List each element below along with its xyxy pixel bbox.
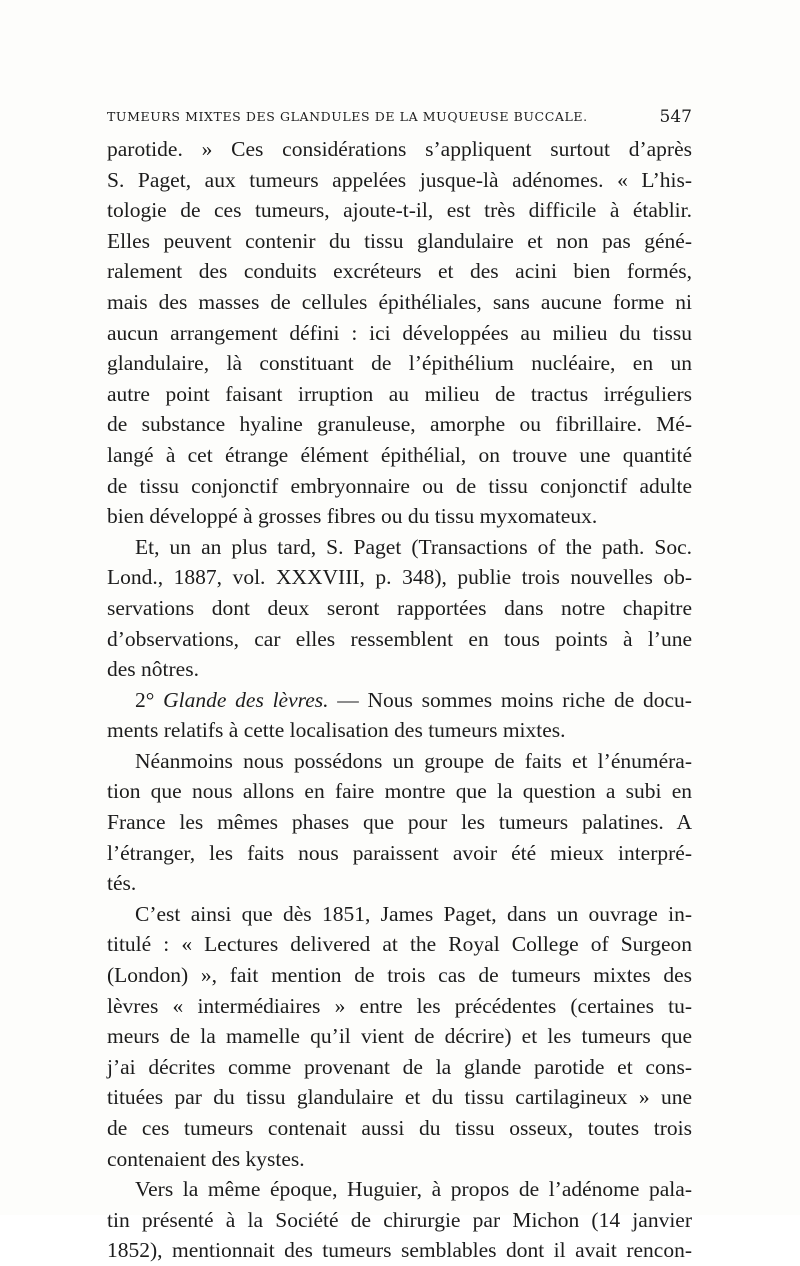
text-line: des nôtres. [107, 657, 199, 682]
text-line: 2° Glande des lèvres. — Nous sommes moins riche de docu- [135, 687, 692, 712]
text-line: aucun arrangement défini : ici développées au milieu du tissu [107, 320, 692, 345]
text-line: (London) », fait mention de trois cas de tumeurs mixtes des [107, 963, 692, 988]
text-line: contenaient des kystes. [107, 1146, 305, 1171]
text-line: langé à cet étrange élément épithélial, on trouve une quantité [107, 442, 692, 467]
text-line: Vers la même époque, Huguier, à propos de l’adénome pala- [135, 1177, 692, 1202]
text-line: meurs de la mamelle qu’il vient de décrire) et les tumeurs que [107, 1024, 692, 1049]
text-line: Elles peuvent contenir du tissu glandulaire et non pas géné- [107, 228, 692, 253]
text-line: servations dont deux seront rapportées dans notre chapitre [107, 595, 692, 620]
text-line: d’observations, car elles ressemblent en tous points à l’une [107, 626, 692, 651]
running-head-title: TUMEURS MIXTES DES GLANDULES DE LA MUQUEUSE BUCCALE. [107, 109, 588, 124]
text-line: l’étranger, les faits nous paraissent avoir été mieux interpré- [107, 840, 692, 865]
text-line: glandulaire, là constituant de l’épithélium nucléaire, en un [107, 351, 692, 376]
text-line: tituées par du tissu glandulaire et du tissu cartilagineux » une [107, 1085, 692, 1110]
text-line: S. Paget, aux tumeurs appelées jusque-là adénomes. « L’his- [107, 167, 692, 192]
running-head [107, 104, 692, 130]
section-heading-italic: Glande des lèvres. [163, 687, 329, 712]
text-line: ralement des conduits excréteurs et des acini bien formés, [107, 259, 692, 284]
text-line: Et, un an plus tard, S. Paget (Transactions of the path. Soc. [135, 534, 692, 559]
text-line: de tissu conjonctif embryonnaire ou de tissu conjonctif adulte [107, 473, 692, 498]
text-line: bien développé à grosses fibres ou du tissu myxomateux. [107, 504, 598, 529]
text-line: lèvres « intermédiaires » entre les précédentes (certaines tu- [107, 993, 692, 1018]
text-line: tion que nous allons en faire montre que la question a subi en [107, 779, 692, 804]
text-line: mais des masses de cellules épithéliales, sans aucune forme ni [107, 289, 692, 314]
text-line: Néanmoins nous possédons un groupe de faits et l’énuméra- [135, 748, 692, 773]
text-line: tin présenté à la Société de chirurgie par Michon (14 janvier [107, 1207, 692, 1232]
text-line: j’ai décrites comme provenant de la glande parotide et cons- [107, 1054, 692, 1079]
body-text [107, 134, 692, 1266]
text-line: ments relatifs à cette localisation des tumeurs mixtes. [107, 718, 566, 743]
page-number: 547 [659, 107, 692, 127]
text-line: tologie de ces tumeurs, ajoute-t-il, est très difficile à établir. [107, 198, 692, 223]
text-line: tés. [107, 871, 137, 896]
text-line: de ces tumeurs contenait aussi du tissu osseux, toutes trois [107, 1116, 692, 1140]
text-line: France les mêmes phases que pour les tumeurs palatines. A [107, 810, 692, 835]
text-line: C’est ainsi que dès 1851, James Paget, dans un ouvrage in- [135, 901, 692, 926]
text-line: de substance hyaline granuleuse, amorphe ou fibrillaire. Mé- [107, 412, 692, 437]
text-line: autre point faisant irruption au milieu de tractus irréguliers [107, 381, 692, 406]
text-line: 1852), mentionnait des tumeurs semblables dont il avait rencon- [107, 1238, 692, 1263]
text-line: Lond., 1887, vol. XXXVIII, p. 348), publie trois nouvelles ob- [107, 565, 692, 590]
text-line: parotide. » Ces considérations s’appliquent surtout d’après [107, 137, 692, 161]
text-line: titulé : « Lectures delivered at the Royal College of Surgeon [107, 932, 692, 957]
